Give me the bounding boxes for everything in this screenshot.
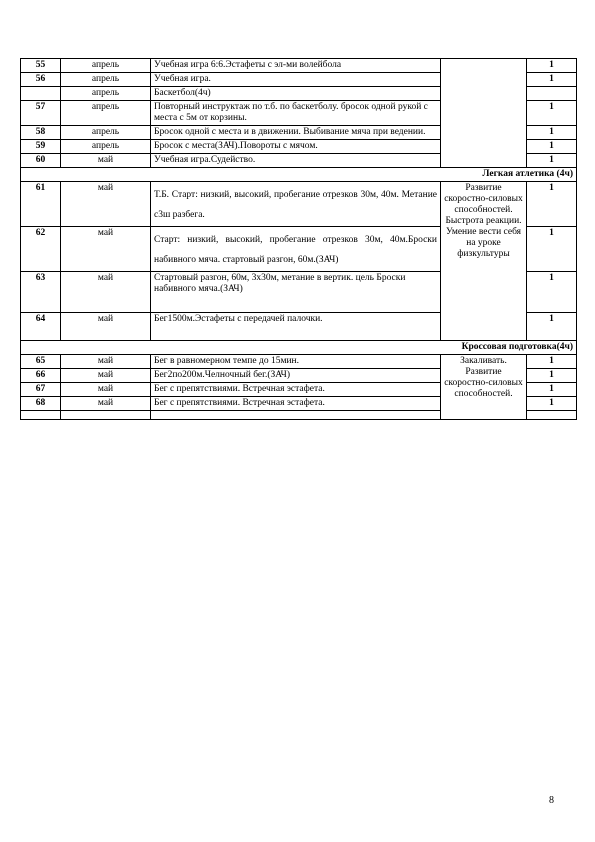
lesson-month: май — [61, 397, 151, 411]
empty-cell — [61, 411, 151, 420]
table-row — [21, 59, 577, 73]
lesson-goal: Развитие скоростно-силовых способностей. Быстрота реакции. Умение вести себя на уроке физкультуры — [441, 182, 527, 341]
lesson-topic: Бег в равномерном темпе до 15мин. — [151, 355, 441, 369]
lesson-number: 68 — [21, 397, 61, 411]
lesson-hours: 1 — [527, 154, 577, 168]
empty-cell — [527, 411, 577, 420]
lesson-topic: Баскетбол(4ч) — [151, 87, 441, 101]
lesson-hours: 1 — [527, 140, 577, 154]
empty-cell — [21, 411, 61, 420]
lesson-plan-table — [20, 58, 577, 420]
lesson-number: 60 — [21, 154, 61, 168]
lesson-month: апрель — [61, 87, 151, 101]
lesson-month: апрель — [61, 101, 151, 126]
lesson-month: апрель — [61, 140, 151, 154]
lesson-topic: Бег2по200м.Челночный бег.(ЗАЧ) — [151, 369, 441, 383]
lesson-hours: 1 — [527, 272, 577, 313]
lesson-hours: 1 — [527, 383, 577, 397]
lesson-number: 61 — [21, 182, 61, 227]
lesson-month: май — [61, 313, 151, 341]
lesson-number — [21, 87, 61, 101]
lesson-number: 62 — [21, 227, 61, 272]
lesson-number: 59 — [21, 140, 61, 154]
lesson-hours: 1 — [527, 101, 577, 126]
lesson-hours: 1 — [527, 397, 577, 411]
lesson-topic: Бросок с места(ЗАЧ).Повороты с мячом. — [151, 140, 441, 154]
lesson-hours: 1 — [527, 73, 577, 87]
lesson-hours: 1 — [527, 126, 577, 140]
lesson-topic: Бросок одной с места и в движении. Выбивание мяча при ведении. — [151, 126, 441, 140]
lesson-topic: Учебная игра.Судейство. — [151, 154, 441, 168]
lesson-hours — [527, 87, 577, 101]
lesson-month: май — [61, 369, 151, 383]
lesson-goal: Закаливать. Развитие скоростно-силовых способностей. — [441, 355, 527, 420]
lesson-number: 65 — [21, 355, 61, 369]
empty-cell — [151, 411, 441, 420]
lesson-hours: 1 — [527, 355, 577, 369]
lesson-number: 56 — [21, 73, 61, 87]
lesson-hours: 1 — [527, 369, 577, 383]
lesson-month: май — [61, 272, 151, 313]
lesson-month: апрель — [61, 59, 151, 73]
lesson-number: 66 — [21, 369, 61, 383]
section-title: Кроссовая подготовка(4ч) — [21, 341, 577, 355]
lesson-hours: 1 — [527, 227, 577, 272]
lesson-hours: 1 — [527, 59, 577, 73]
lesson-month: май — [61, 182, 151, 227]
lesson-month: май — [61, 154, 151, 168]
table-row — [21, 182, 577, 227]
lesson-topic: Бег с препятствиями. Встречная эстафета. — [151, 397, 441, 411]
page-number: 8 — [549, 795, 554, 806]
lesson-month: май — [61, 383, 151, 397]
table-row — [21, 355, 577, 369]
lesson-number: 57 — [21, 101, 61, 126]
lesson-topic: Учебная игра 6:6.Эстафеты с эл-ми волейбола — [151, 59, 441, 73]
section-header-row — [21, 168, 577, 182]
lesson-goal-empty — [441, 59, 527, 168]
lesson-topic: Старт: низкий, высокий, пробегание отрезков 30м, 40м.Броски набивного мяча. стартовый разгон, 60м.(ЗАЧ) — [151, 227, 441, 272]
section-header-row — [21, 341, 577, 355]
lesson-topic: Повторный инструктаж по т.б. по баскетболу. бросок одной рукой с места с 5м от корзины. — [151, 101, 441, 126]
lesson-topic: Учебная игра. — [151, 73, 441, 87]
lesson-month: апрель — [61, 73, 151, 87]
lesson-month: май — [61, 227, 151, 272]
lesson-number: 63 — [21, 272, 61, 313]
lesson-month: май — [61, 355, 151, 369]
lesson-hours: 1 — [527, 182, 577, 227]
lesson-month: апрель — [61, 126, 151, 140]
lesson-topic: Бег1500м.Эстафеты с передачей палочки. — [151, 313, 441, 341]
lesson-topic: Стартовый разгон, 60м, 3х30м, метание в вертик. цель Броски набивного мяча.(ЗАЧ) — [151, 272, 441, 313]
lesson-number: 58 — [21, 126, 61, 140]
lesson-number: 67 — [21, 383, 61, 397]
lesson-number: 55 — [21, 59, 61, 73]
lesson-topic: Бег с препятствиями. Встречная эстафета. — [151, 383, 441, 397]
lesson-number: 64 — [21, 313, 61, 341]
section-title: Легкая атлетика (4ч) — [21, 168, 577, 182]
lesson-hours: 1 — [527, 313, 577, 341]
lesson-topic: Т.Б. Старт: низкий, высокий, пробегание отрезков 30м, 40м. Метание с3ш разбега. — [151, 182, 441, 227]
